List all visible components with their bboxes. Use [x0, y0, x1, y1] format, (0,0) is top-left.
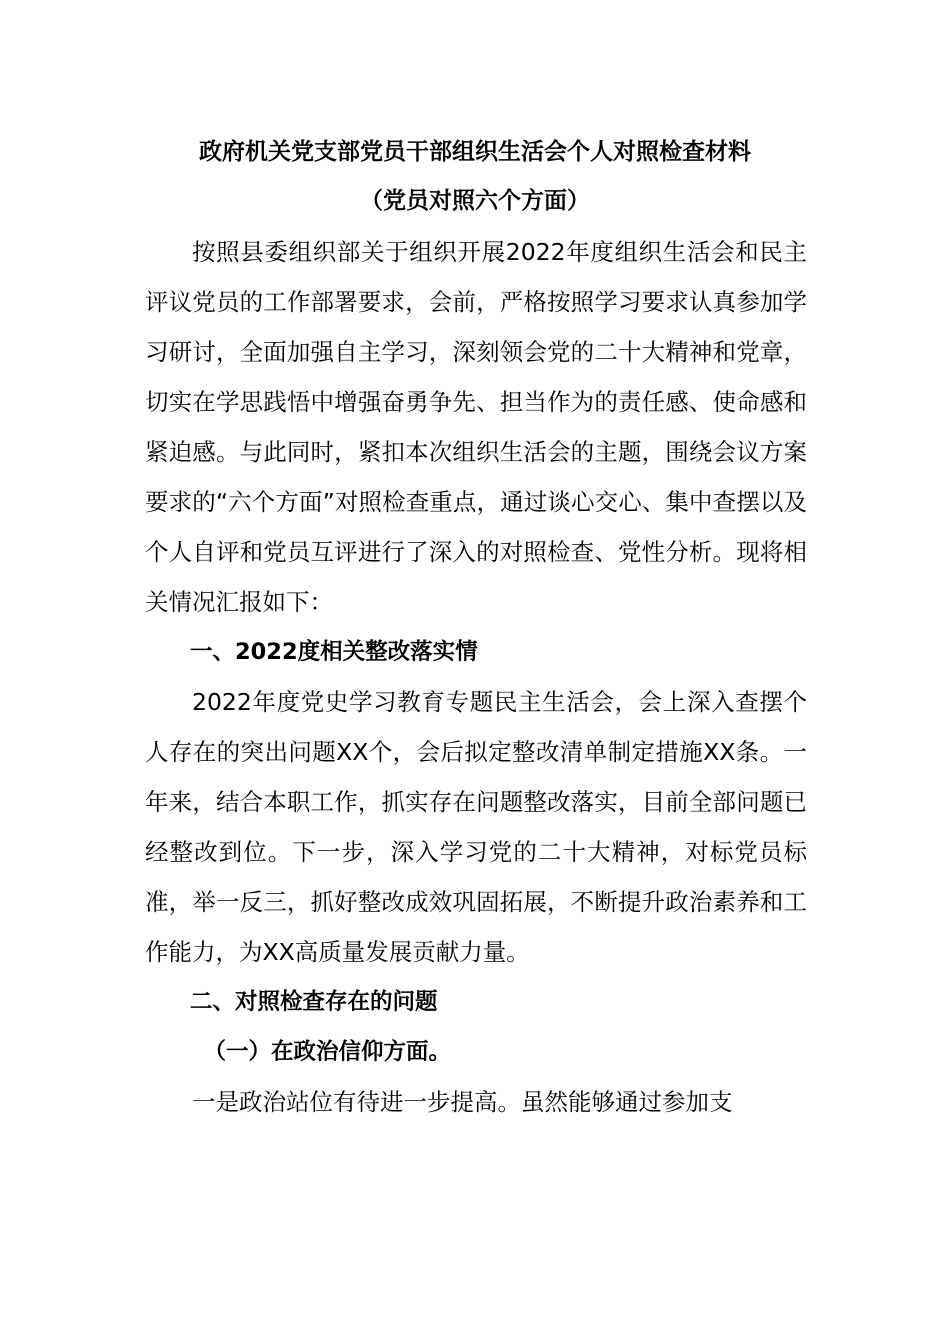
section-1-heading: 一、2022度相关整改落实情	[190, 639, 478, 665]
document-title: 政府机关党支部党员干部组织生活会个人对照检查材料	[199, 139, 751, 165]
document-subtitle: （党员对照六个方面）	[360, 188, 590, 214]
subsection-1-paragraph: 一是政治站位有待进一步提高。虽然能够通过参加支	[192, 1088, 733, 1116]
document-body	[145, 227, 807, 1127]
subsection-1-heading: （一）在政治信仰方面。	[203, 1039, 452, 1065]
section-1-paragraph: 2022年度党史学习教育专题民主生活会，会上深入查摆个人存在的突出问题XX个，会后拟定整改清单制定措施XX条。一年来，结合本职工作，抓实存在问题整改落实，目前全部问题已经整改到位。下一步，深入学习党的二十大精神，对标党员标准，举一反三，抓好整改成效巩固拓展，不断提升政治素养和工作能力，为XX高质量发展贡献力量。	[145, 688, 807, 966]
intro-paragraph: 按照县委组织部关于组织开展2022年度组织生活会和民主评议党员的工作部署要求，会前，严格按照学习要求认真参加学习研讨，全面加强自主学习，深刻领会党的二十大精神和党章，切实在学思践悟中增强奋勇争先、担当作为的责任感、使命感和紧迫感。与此同时，紧扣本次组织生活会的主题，围绕会议方案要求的“六个方面”对照检查重点，通过谈心交心、集中查摆以及个人自评和党员互评进行了深入的对照检查、党性分析。现将相关情况汇报如下：	[145, 238, 807, 616]
section-2-heading: 二、对照检查存在的问题	[190, 989, 438, 1015]
